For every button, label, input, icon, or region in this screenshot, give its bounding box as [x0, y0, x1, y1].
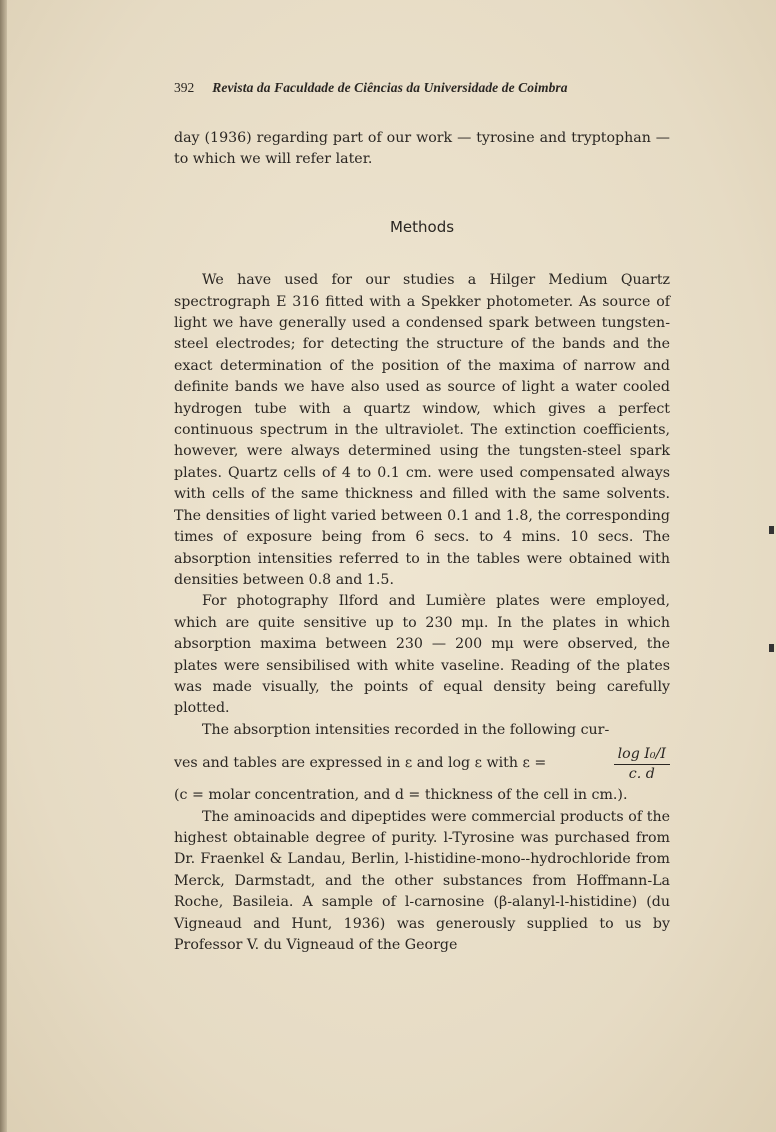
- edge-mark: [769, 644, 774, 652]
- intro-paragraph: day (1936) regarding part of our work — tyrosine and tryptophan — to which we will refer later.: [174, 130, 670, 168]
- article-body: [174, 128, 670, 956]
- page-number: 392: [174, 80, 195, 95]
- page-spine-edge: [0, 0, 7, 1132]
- formula-definitions: (c = molar concentration, and d = thickness of the cell in cm.).: [174, 787, 628, 804]
- running-header: [174, 80, 628, 96]
- paragraph-intensities: The absorption intensities recorded in the following cur-: [202, 721, 610, 738]
- extinction-formula: [614, 745, 670, 784]
- paragraph-photography: For photography Ilford and Lumière plates were employed, which are quite sensitive up to 230 mμ. In the plates in which absorption maxima between 230 — 200 mμ were observed, the plates were sensibilised with white vaseline. Reading of the plates was made visually, the points of equal density being carefully plotted.: [174, 593, 670, 717]
- journal-title: Revista da Faculdade de Ciências da Universidade de Coimbra: [212, 80, 568, 95]
- formula-lead-text: ves and tables are expressed in ε and log ε with ε =: [174, 755, 547, 772]
- formula-denominator: c. d: [628, 765, 655, 782]
- paragraph-spectrograph: We have used for our studies a Hilger Medium Quartz spectrograph E 316 fitted with a Spekker photometer. As source of light we have generally used a condensed spark between tungsten-steel electrodes; for detecting the structure of the bands and the exact determination of the position of the maxima of narrow and definite bands we have also used as source of light a water cooled hydrogen tube with a quartz window, which gives a perfect continuous spectrum in the ultraviolet. The extinction coefficients, however, were always determined using the tungsten-steel spark plates. Quartz cells of 4 to 0.1 cm. were used compensated always with cells of the same thickness and filled with the same solvents. The densities of light varied between 0.1 and 1.8, the corresponding times of exposure being from 6 secs. to 4 mins. 10 secs. The absorption intensities referred to in the tables were obtained with densities between 0.8 and 1.5.: [174, 272, 670, 588]
- formula-numerator: log I₀/I: [614, 745, 670, 765]
- formula-line: [174, 743, 670, 785]
- paragraph-materials: The aminoacids and dipeptides were commercial products of the highest obtainable degree of purity. l-Tyrosine was purchased from Dr. Fraenkel & Landau, Berlin, l-histidine-mono--hydrochloride from Merck, Darmstadt, and the other substances from Hoffmann-La Roche, Basileia. A sample of l-carnosine (β-alanyl-l-histidine) (du Vigneaud and Hunt, 1936) was generously supplied to us by Professor V. du Vigneaud of the George: [174, 808, 670, 953]
- section-heading: Methods: [389, 217, 455, 236]
- edge-mark: [769, 526, 774, 534]
